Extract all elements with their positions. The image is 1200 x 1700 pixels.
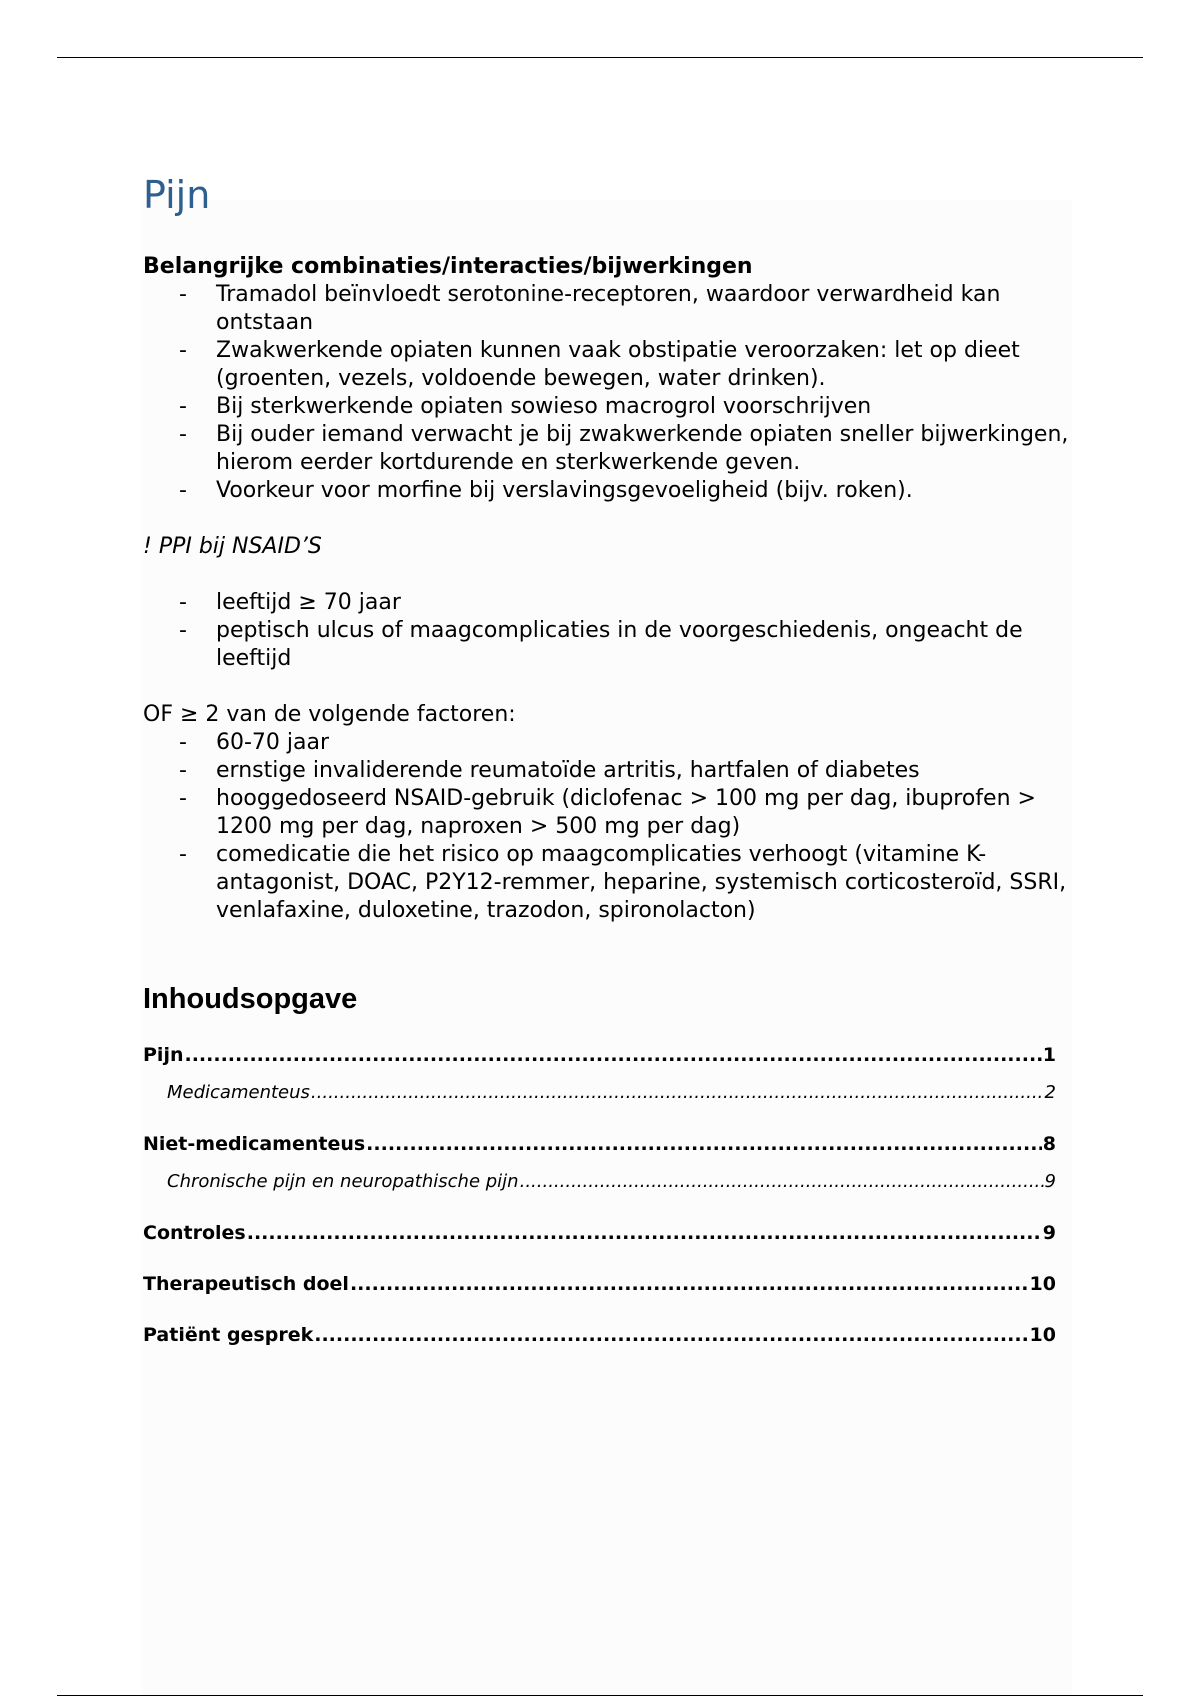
factors-list	[143, 729, 1073, 925]
ppi-list	[143, 589, 1073, 673]
header-rule	[57, 57, 1143, 58]
toc-entry-pijn[interactable]: Pijn ..... 1	[143, 1043, 1056, 1067]
toc-heading: Inhoudsopgave	[143, 982, 358, 1015]
footer-rule	[57, 1695, 1143, 1696]
page-title: Pijn	[143, 173, 211, 217]
list-item: - 60-70 jaar	[179, 729, 330, 755]
toc-entry-chronische-pijn[interactable]: Chronische pijn en neuropathische pijn ..... 9	[143, 1170, 1056, 1194]
ppi-note: ! PPI bij NSAID’S	[143, 533, 322, 559]
toc-entry-controles[interactable]: Controles ..... 9	[143, 1221, 1056, 1245]
list-item: - Tramadol beïnvloedt serotonine-receptoren, waardoor verwardheid kan ontstaan	[179, 281, 1001, 335]
list-item: - peptisch ulcus of maagcomplicaties in de voorgeschiedenis, ongeacht de leeftijd	[179, 617, 1023, 671]
list-item: - Bij sterkwerkende opiaten sowieso macrogrol voorschrijven	[179, 393, 872, 419]
toc-entry-patient-gesprek[interactable]: Patiënt gesprek ..... 10	[143, 1323, 1056, 1347]
list-item: - Zwakwerkende opiaten kunnen vaak obstipatie veroorzaken: let op dieet (groenten, vezels, voldoende bewegen, water drinken).	[179, 337, 1020, 391]
list-item: - Voorkeur voor morfine bij verslavingsgevoeligheid (bijv. roken).	[179, 477, 913, 503]
or-factors-text: OF ≥ 2 van de volgende factoren:	[143, 701, 516, 727]
combinations-list	[143, 281, 1073, 505]
toc-entry-therapeutisch-doel[interactable]: Therapeutisch doel ..... 10	[143, 1272, 1056, 1296]
section-heading-combinations: Belangrijke combinaties/interacties/bijwerkingen	[143, 253, 753, 279]
list-item: - ernstige invaliderende reumatoïde artritis, hartfalen of diabetes	[179, 757, 920, 783]
document-body	[143, 175, 1073, 1347]
toc-entry-medicamenteus[interactable]: Medicamenteus ..... 2	[143, 1081, 1056, 1105]
list-item: - hooggedoseerd NSAID-gebruik (diclofenac > 100 mg per dag, ibuprofen > 1200 mg per dag, naproxen > 500 mg per dag)	[179, 785, 1036, 839]
table-of-contents	[143, 1043, 1056, 1347]
toc-entry-niet-medicamenteus[interactable]: Niet-medicamenteus ..... 8	[143, 1132, 1056, 1156]
list-item: - comedicatie die het risico op maagcomplicaties verhoogt (vitamine K-antagonist, DOAC, P2Y12-remmer, heparine, systemisch corticosteroïd, SSRI, venlafaxine, duloxetine, trazodon, spironolacton)	[179, 841, 1067, 923]
list-item: - leeftijd ≥ 70 jaar	[179, 589, 401, 615]
list-item: - Bij ouder iemand verwacht je bij zwakwerkende opiaten sneller bijwerkingen, hierom eerder kortdurende en sterkwerkende geven.	[179, 421, 1069, 475]
